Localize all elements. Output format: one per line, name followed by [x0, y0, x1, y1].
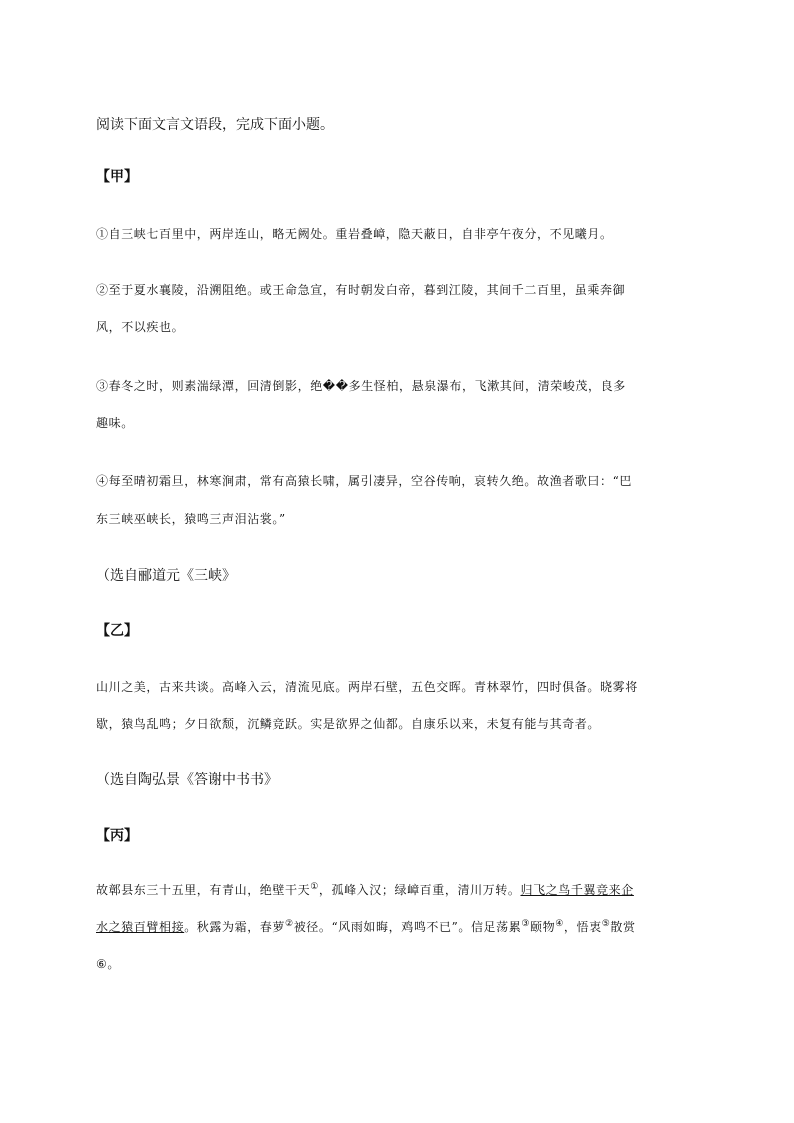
underlined-sentence: 归飞之鸟千翼竞来企	[520, 883, 634, 897]
footnote-marker: ④	[555, 919, 564, 929]
bing-text: 颐物	[530, 920, 556, 934]
bing-line-2	[96, 918, 636, 935]
section-heading-jia: 【甲】	[96, 169, 138, 185]
jia-paragraph-3-line-2: 趣味。	[96, 416, 134, 430]
jia-source: （选自郦道元《三峡》	[96, 568, 236, 584]
underlined-sentence: 水之猿百臂相接	[96, 920, 185, 934]
bing-text: ，孤峰入汉；绿嶂百重，清川万转。	[318, 883, 521, 897]
yi-line-1: 山川之美，古来共谈。高峰入云，清流见底。两岸石壁，五色交晖。青林翠竹，四时俱备。晓雾将	[96, 680, 638, 694]
footnote-marker: ①	[310, 882, 319, 892]
jia-paragraph-2-line-2: 风，不以疾也。	[96, 320, 185, 334]
bing-text: 故鄣县东三十五里，有青山，绝壁干天	[96, 883, 311, 897]
footnote-marker: ⑤	[601, 919, 611, 929]
bing-text: 散赏	[610, 920, 636, 934]
bing-line-1	[96, 881, 634, 898]
jia-paragraph-4-line-1: ④每至晴初霜旦，林寒涧肃，常有高猿长啸，属引凄异，空谷传响，哀转久绝。故渔者歌曰：“巴	[96, 474, 632, 488]
section-heading-yi: 【乙】	[96, 623, 138, 639]
bing-text: 被径。“风雨如晦，鸡鸣不已”。信足荡累	[293, 920, 522, 934]
bing-line-3: ⑥。	[96, 957, 120, 971]
jia-paragraph-2-line-1: ②至于夏水襄陵，沿溯阻绝。或王命急宣，有时朝发白帝，暮到江陵，其间千二百里，虽乘奔御	[96, 283, 626, 297]
footnote-marker: ②	[285, 919, 294, 929]
yi-line-2: 歇，猿鸟乱鸣；夕日欲颓，沉鳞竞跃。实是欲界之仙都。自康乐以来，未复有能与其奇者。	[96, 717, 601, 731]
instruction-text: 阅读下面文言文语段，完成下面小题。	[96, 117, 334, 133]
bing-text: 。秋露为霜，春萝	[184, 920, 286, 934]
jia-paragraph-3-line-1: ③春冬之时，则素湍绿潭，回清倒影，绝��多生怪柏，悬泉瀑布，飞漱其间，清荣峻茂，良多	[96, 379, 626, 393]
jia-paragraph-4-line-2: 东三峡巫峡长，猿鸣三声泪沾裳。”	[96, 512, 286, 526]
section-heading-bing: 【丙】	[96, 828, 138, 844]
footnote-marker: ③	[521, 919, 531, 929]
bing-text: ，悟衷	[563, 920, 602, 934]
yi-source: （选自陶弘景《答谢中书书》	[96, 772, 278, 788]
jia-paragraph-1: ①自三峡七百里中，两岸连山，略无阙处。重岩叠嶂，隐天蔽日，自非亭午夜分，不见曦月。	[96, 227, 613, 241]
